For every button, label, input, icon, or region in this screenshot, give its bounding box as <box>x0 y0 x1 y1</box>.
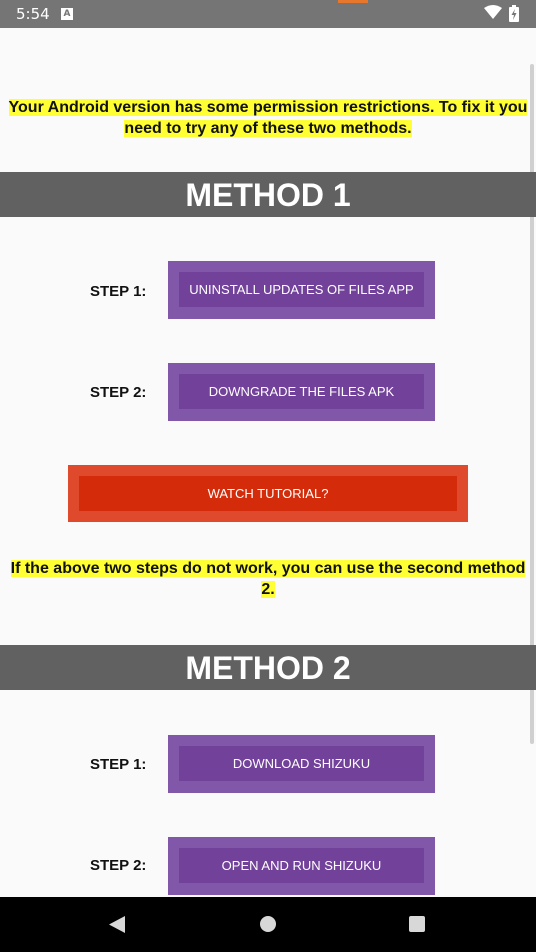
status-bar <box>0 0 536 28</box>
download-shizuku-label: DOWNLOAD SHIZUKU <box>179 746 424 781</box>
run-shizuku-label: OPEN AND RUN SHIZUKU <box>179 848 424 883</box>
recents-icon[interactable] <box>409 916 425 932</box>
home-icon[interactable] <box>260 916 276 932</box>
uninstall-updates-label: UNINSTALL UPDATES OF FILES APP <box>179 272 424 307</box>
scrollbar[interactable] <box>530 64 534 744</box>
intro-text <box>6 97 530 139</box>
wifi-icon <box>484 5 502 20</box>
method2-title: METHOD 2 <box>0 645 536 690</box>
method1-title: METHOD 1 <box>0 172 536 217</box>
method1-step1-label: STEP 1: <box>90 283 147 300</box>
notification-a-icon: A <box>61 8 73 20</box>
fallback-text-label: If the above two steps do not work, you can use the second method 2. <box>10 560 526 598</box>
method2-step2-label: STEP 2: <box>90 857 147 874</box>
battery-icon <box>509 5 519 22</box>
status-indicator <box>338 0 368 3</box>
uninstall-updates-button[interactable] <box>168 261 435 319</box>
downgrade-files-label: DOWNGRADE THE FILES APK <box>179 374 424 409</box>
intro-text-label: Your Android version has some permission restrictions. To fix it you need to try any of these two methods. <box>8 99 528 137</box>
watch-tutorial-button[interactable] <box>68 465 468 522</box>
run-shizuku-button[interactable] <box>168 837 435 895</box>
status-time: 5:54 <box>16 5 50 23</box>
method1-step2-label: STEP 2: <box>90 384 147 401</box>
fallback-text <box>6 558 530 600</box>
main-content[interactable] <box>0 28 536 897</box>
back-icon[interactable] <box>109 916 125 933</box>
download-shizuku-button[interactable] <box>168 735 435 793</box>
watch-tutorial-label: WATCH TUTORIAL? <box>79 476 457 511</box>
navigation-bar <box>0 897 536 952</box>
downgrade-files-button[interactable] <box>168 363 435 421</box>
method2-step1-label: STEP 1: <box>90 756 147 773</box>
